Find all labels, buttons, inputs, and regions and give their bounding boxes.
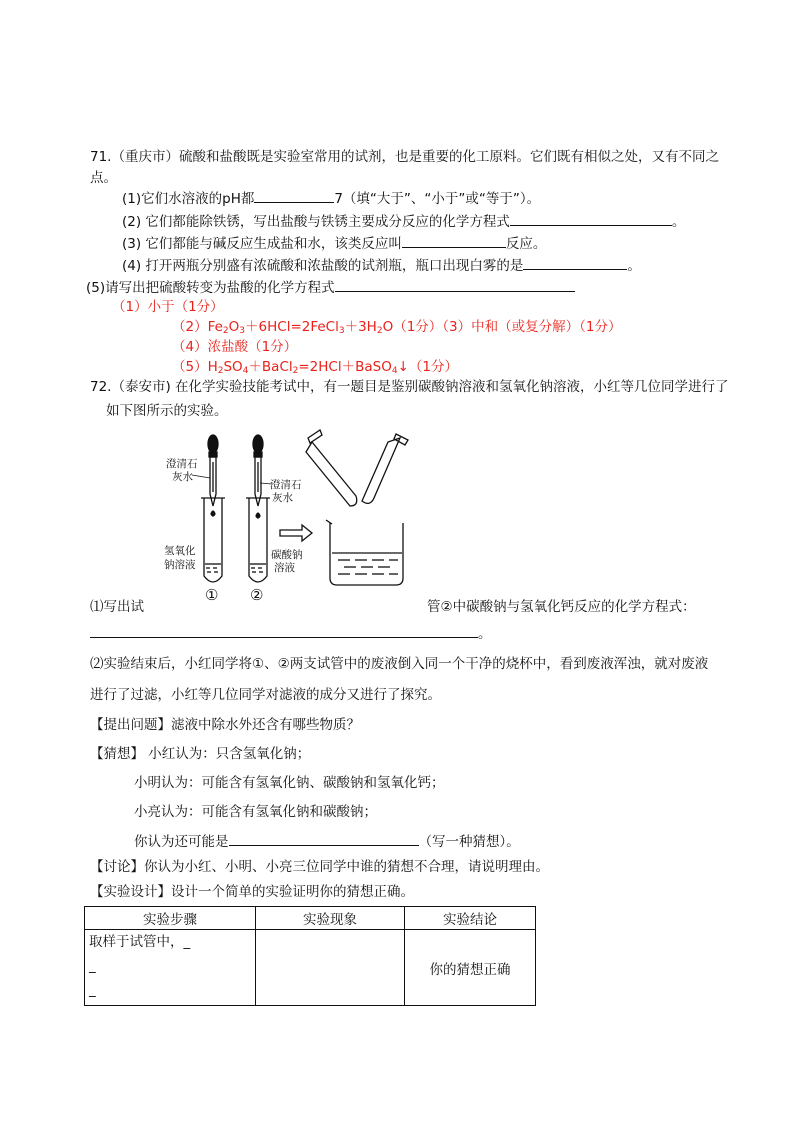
guess-4-text: 你认为还可能是 (134, 834, 229, 850)
tube-number-2: ② (250, 586, 264, 604)
ans-text: ＋6HCl=2FeCl (245, 319, 339, 335)
tube-number-1: ① (205, 586, 219, 604)
subscript: 4 (391, 366, 398, 376)
dropper-2-icon (253, 435, 263, 506)
table-cell-phenomena[interactable] (256, 930, 405, 1006)
q72-design: 【实验设计】设计一个简单的实验证明你的猜想正确。 (90, 884, 414, 900)
answer-blank[interactable] (402, 233, 506, 248)
q72-guess-1 (90, 744, 310, 764)
label-na2co3-2: 溶液 (274, 562, 295, 574)
ans-text: ↓（1分） (397, 359, 458, 375)
pouring-tube-right-icon (362, 434, 408, 503)
q71-answer-2-3 (172, 317, 621, 337)
ans-text: =2HCl＋BaSO (298, 359, 392, 375)
subscript: 2 (376, 326, 383, 336)
subscript: 2 (217, 366, 224, 376)
dropper-1-icon (208, 435, 218, 506)
ans-text: （2）Fe (172, 319, 223, 335)
q71-part3 (122, 233, 546, 254)
q72-intro-line2: 如下图所示的实验。 (106, 403, 228, 419)
subscript: 3 (239, 326, 246, 336)
table-cell-steps[interactable] (85, 930, 256, 1006)
q72-guess-4 (134, 831, 520, 852)
q71-part1-text-end: 7（填“大于”、“小于”或“等于”）。 (334, 191, 541, 207)
q72-part1-end: 。 (478, 626, 492, 642)
ans-text: ＋3H (344, 319, 377, 335)
answer-blank[interactable] (229, 831, 419, 846)
q71-part1-text: (1)它们水溶液的pH都 (122, 191, 255, 207)
q71-part2-text: (2) 它们都能除铁锈，写出盐酸与铁锈主要成分反应的化学方程式 (122, 214, 510, 230)
answer-blank[interactable] (254, 188, 334, 203)
q72-guess-3: 小亮认为：可能含有氢氧化钠和碳酸钠； (134, 804, 377, 820)
beaker-icon (326, 520, 403, 585)
ans-text: （5）H (172, 359, 218, 375)
q71-part2-text-end: 。 (671, 214, 686, 230)
experiment-table (84, 906, 536, 1006)
q71-part4-text-end: 。 (627, 258, 641, 274)
table-header-conclusion: 实验结论 (405, 907, 536, 930)
q72-part1-a: ⑴写出试 (90, 599, 144, 615)
label-naoh-2: 钠溶液 (164, 559, 196, 571)
q72-part2-line1: ⑵实验结束后，小红同学将①、②两支试管中的废液倒入同一个干净的烧杯中，看到废液浑浊，就对废液 (90, 656, 709, 672)
label-limewater-2b: 灰水 (272, 492, 293, 504)
subscript: 4 (242, 366, 249, 376)
pouring-tube-left-icon (306, 430, 357, 506)
ans-text: O（1分）（3）中和（或复分解）（1分） (382, 319, 622, 335)
q71-part4 (122, 255, 641, 276)
guess-4-end: （写一种猜想）。 (418, 834, 520, 850)
arrow-right-icon (280, 525, 312, 541)
label-limewater-2: 澄清石 (270, 479, 302, 491)
label-na2co3-1: 碳酸钠 (271, 549, 303, 561)
q71-part1 (122, 188, 540, 209)
q71-part3-text: (3) 它们都能与碱反应生成盐和水，该类反应叫 (122, 236, 402, 252)
table-cell-conclusion (405, 930, 536, 1006)
ans-text: ＋BaCl (248, 359, 293, 375)
label-limewater-1b: 灰水 (172, 471, 193, 483)
table-header-steps: 实验步骤 (85, 907, 256, 930)
table-header-phenomena: 实验现象 (256, 907, 405, 930)
q72-guess-2: 小明认为：可能含有氢氧化钠、碳酸钠和氢氧化钙； (134, 775, 445, 791)
experiment-figure (160, 428, 430, 608)
step-line: 取样于试管中，_ (89, 934, 191, 950)
q71-part4-text: (4) 打开两瓶分别盛有浓硫酸和浓盐酸的试剂瓶，瓶口出现白雾的是 (122, 258, 524, 274)
answer-blank[interactable] (335, 277, 575, 292)
ans-text: SO (223, 359, 243, 375)
q72-part1-blank-line (90, 623, 492, 644)
step-line: _ (89, 958, 96, 974)
answer-blank[interactable] (90, 623, 478, 638)
answer-blank[interactable] (510, 211, 672, 226)
q72-question: 【提出问题】滤液中除水外还含有哪些物质？ (90, 717, 360, 733)
table-row (85, 930, 536, 1006)
q72-part2-line2: 进行了过滤，小红等几位同学对滤液的成分又进行了探究。 (90, 687, 441, 703)
q71-answer-1: （1）小于（1分） (112, 299, 224, 315)
q71-answer-5 (172, 357, 458, 377)
q71-part2 (122, 211, 685, 232)
conclusion-text: 你的猜想正确 (429, 961, 511, 978)
test-tube-2-icon (246, 498, 270, 582)
guess-label: 【猜想】 (90, 746, 144, 762)
step-line: _ (89, 982, 96, 998)
label-limewater-1: 澄清石 (166, 458, 198, 470)
label-naoh-1: 氢氧化 (164, 545, 196, 557)
q72-intro-line1: 72.（泰安市) 在化学实验技能考试中，有一题目是鉴别碳酸钠溶液和氢氧化钠溶液，小红等几位同学进行了 (90, 379, 729, 395)
subscript: 3 (338, 326, 345, 336)
q72-part1-b: 管②中碳酸钠与氢氧化钙反应的化学方程式： (427, 599, 696, 615)
guess-1-text: 小红认为：只含氢氧化钠； (148, 746, 311, 762)
q71-part5-text: (5)请写出把硫酸转变为盐酸的化学方程式 (86, 280, 335, 296)
test-tube-1-icon (201, 498, 225, 582)
q71-part3-text-end: 反应。 (505, 236, 547, 252)
q71-part5 (86, 277, 575, 298)
ans-text: O (228, 319, 240, 335)
q72-discuss: 【讨论】你认为小红、小明、小亮三位同学中谁的猜想不合理，请说明理由。 (90, 859, 549, 875)
q71-answer-4: （4）浓盐酸（1分） (172, 339, 298, 355)
subscript: 2 (292, 366, 299, 376)
answer-blank[interactable] (523, 255, 627, 270)
subscript: 2 (222, 326, 229, 336)
table-header-row (85, 907, 536, 930)
q71-intro-line2: 点。 (90, 170, 117, 186)
q71-intro-line1: 71.（重庆市）硫酸和盐酸既是实验室常用的试剂，也是重要的化工原料。它们既有相似之处，又有不同之 (90, 149, 719, 165)
